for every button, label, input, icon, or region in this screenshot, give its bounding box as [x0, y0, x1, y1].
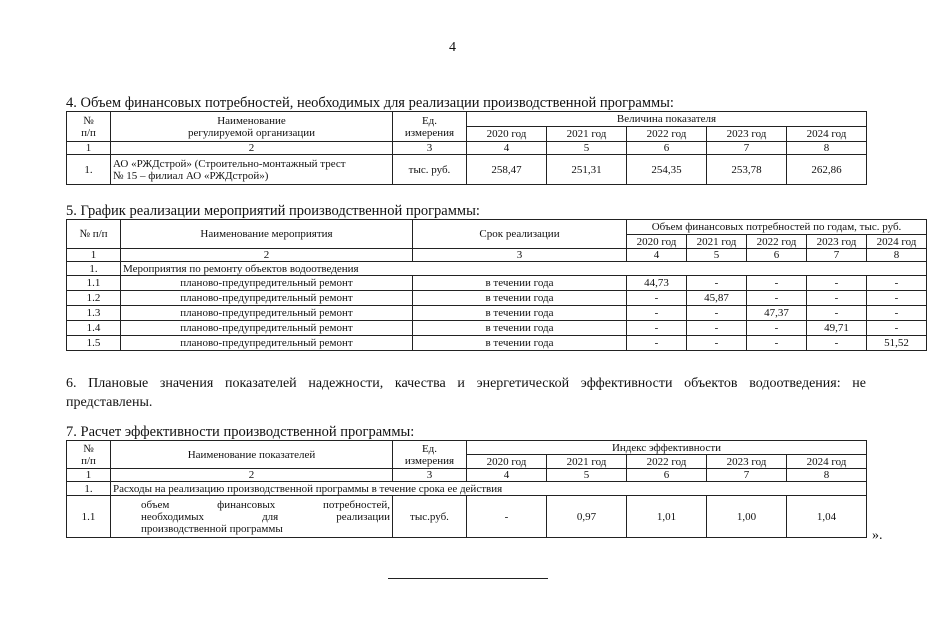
header-org: Наименование регулируемой организации	[111, 112, 393, 142]
value-cell: -	[687, 306, 747, 321]
header-indicator: Наименование показателей	[111, 441, 393, 469]
activity-name: планово-предупредительный ремонт	[121, 276, 413, 291]
value-cell: 0,97	[547, 496, 627, 538]
section-6-line-1: 6. Плановые значения показателей надежности, качества и энергетической эффективности объектов водоотведения: не	[66, 376, 866, 391]
col-number: 6	[747, 249, 807, 262]
col-number: 4	[627, 249, 687, 262]
year-header: 2024 год	[867, 235, 927, 249]
value-cell: -	[867, 291, 927, 306]
header-unit: Ед. измерения	[393, 441, 467, 469]
header-index: Индекс эффективности	[467, 441, 867, 455]
col-number: 3	[393, 469, 467, 482]
table-row	[67, 291, 927, 306]
value-cell: -	[747, 291, 807, 306]
year-header: 2020 год	[467, 455, 547, 469]
col-number: 2	[111, 469, 393, 482]
col-number: 7	[707, 469, 787, 482]
col-number: 8	[787, 142, 867, 155]
table-row	[67, 276, 927, 291]
header-value: Величина показателя	[467, 112, 867, 127]
value-cell: 258,47	[467, 155, 547, 185]
row-no: 1.2	[67, 291, 121, 306]
value-cell: -	[687, 276, 747, 291]
efficiency-table	[66, 440, 867, 538]
col-number: 4	[467, 142, 547, 155]
value-cell: 1,00	[707, 496, 787, 538]
group-name: Мероприятия по ремонту объектов водоотведения	[121, 262, 927, 276]
col-number: 7	[807, 249, 867, 262]
year-header: 2024 год	[787, 455, 867, 469]
value-cell: 47,37	[747, 306, 807, 321]
col-number: 1	[67, 469, 111, 482]
col-number: 6	[627, 142, 707, 155]
year-header: 2022 год	[747, 235, 807, 249]
header-term: Срок реализации	[413, 220, 627, 249]
col-number: 4	[467, 469, 547, 482]
section-7-heading: 7. Расчет эффективности производственной программы:	[66, 424, 415, 440]
row-no: 1.3	[67, 306, 121, 321]
term: в течении года	[413, 276, 627, 291]
row-no: 1.1	[67, 496, 111, 538]
group-name: Расходы на реализацию производственной программы в течение срока ее действия	[111, 482, 867, 496]
value-cell: 51,52	[867, 336, 927, 351]
year-header: 2024 год	[787, 127, 867, 142]
page-number: 4	[449, 40, 456, 55]
activity-name: планово-предупредительный ремонт	[121, 306, 413, 321]
col-number: 2	[121, 249, 413, 262]
year-header: 2020 год	[467, 127, 547, 142]
col-number: 3	[413, 249, 627, 262]
financial-needs-table	[66, 111, 867, 185]
value-cell: -	[807, 336, 867, 351]
unit: тыс. руб.	[393, 155, 467, 185]
schedule-table	[66, 219, 927, 351]
year-header: 2022 год	[627, 127, 707, 142]
value-cell: 1,01	[627, 496, 707, 538]
col-number: 1	[67, 142, 111, 155]
row-no: 1.1	[67, 276, 121, 291]
value-cell: -	[687, 336, 747, 351]
value-cell: -	[747, 321, 807, 336]
row-no: 1.5	[67, 336, 121, 351]
header-volume: Объем финансовых потребностей по годам, тыс. руб.	[627, 220, 927, 235]
table-row	[67, 155, 867, 185]
row-no: 1.4	[67, 321, 121, 336]
year-header: 2020 год	[627, 235, 687, 249]
col-number: 7	[707, 142, 787, 155]
activity-name: планово-предупредительный ремонт	[121, 321, 413, 336]
term: в течении года	[413, 291, 627, 306]
end-rule	[388, 578, 548, 579]
col-number: 5	[687, 249, 747, 262]
col-number: 5	[547, 142, 627, 155]
row-no: 1.	[67, 155, 111, 185]
indicator-name: объем финансовых потребностей, необходимых для реализации производственной программы	[111, 496, 393, 538]
header-unit: Ед. измерения	[393, 112, 467, 142]
term: в течении года	[413, 336, 627, 351]
col-number: 2	[111, 142, 393, 155]
value-cell: 1,04	[787, 496, 867, 538]
org-name: АО «РЖДстрой» (Строительно-монтажный трест № 15 – филиал АО «РЖДстрой»)	[111, 155, 393, 185]
header-activity: Наименование мероприятия	[121, 220, 413, 249]
value-cell: -	[867, 306, 927, 321]
value-cell: -	[867, 276, 927, 291]
value-cell: -	[807, 276, 867, 291]
row-no: 1.	[67, 482, 111, 496]
col-number: 8	[867, 249, 927, 262]
year-header: 2023 год	[807, 235, 867, 249]
section-6-line-2: представлены.	[66, 395, 153, 410]
value-cell: 45,87	[687, 291, 747, 306]
col-number: 3	[393, 142, 467, 155]
row-no: 1.	[67, 262, 121, 276]
year-header: 2023 год	[707, 127, 787, 142]
year-header: 2022 год	[627, 455, 707, 469]
value-cell: -	[747, 336, 807, 351]
value-cell: -	[807, 291, 867, 306]
col-number: 8	[787, 469, 867, 482]
section-6-paragraph	[66, 374, 866, 412]
unit: тыс.руб.	[393, 496, 467, 538]
col-number: 1	[67, 249, 121, 262]
year-header: 2021 год	[547, 455, 627, 469]
value-cell: 251,31	[547, 155, 627, 185]
activity-name: планово-предупредительный ремонт	[121, 336, 413, 351]
value-cell: -	[627, 291, 687, 306]
col-number: 5	[547, 469, 627, 482]
group-row	[67, 482, 867, 496]
value-cell: -	[807, 306, 867, 321]
value-cell: -	[467, 496, 547, 538]
value-cell: -	[867, 321, 927, 336]
header-no: № п/п	[67, 220, 121, 249]
section-4-heading: 4. Объем финансовых потребностей, необходимых для реализации производственной программы:	[66, 95, 674, 111]
value-cell: 254,35	[627, 155, 707, 185]
table-row	[67, 496, 867, 538]
section-5-heading: 5. График реализации мероприятий производственной программы:	[66, 203, 480, 219]
value-cell: -	[747, 276, 807, 291]
value-cell: 44,73	[627, 276, 687, 291]
year-header: 2023 год	[707, 455, 787, 469]
value-cell: -	[627, 306, 687, 321]
activity-name: планово-предупредительный ремонт	[121, 291, 413, 306]
table-row	[67, 321, 927, 336]
value-cell: 49,71	[807, 321, 867, 336]
value-cell: -	[627, 321, 687, 336]
header-no: № п/п	[67, 441, 111, 469]
header-no: № п/п	[67, 112, 111, 142]
table-row	[67, 336, 927, 351]
closing-quote: ».	[872, 528, 883, 543]
group-row	[67, 262, 927, 276]
value-cell: 253,78	[707, 155, 787, 185]
table-row	[67, 306, 927, 321]
year-header: 2021 год	[547, 127, 627, 142]
value-cell: -	[687, 321, 747, 336]
term: в течении года	[413, 321, 627, 336]
year-header: 2021 год	[687, 235, 747, 249]
value-cell: -	[627, 336, 687, 351]
value-cell: 262,86	[787, 155, 867, 185]
col-number: 6	[627, 469, 707, 482]
term: в течении года	[413, 306, 627, 321]
